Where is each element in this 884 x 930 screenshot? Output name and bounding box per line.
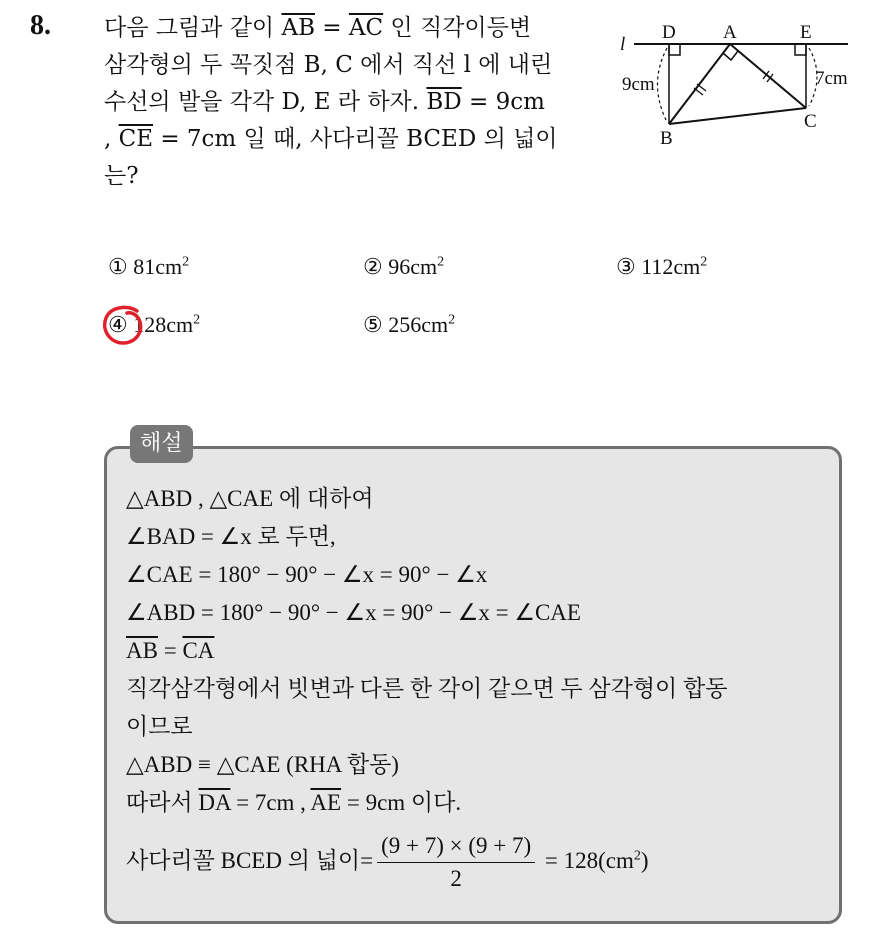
right-angle-e (795, 44, 806, 55)
final-result: = $128(cm^2)$ (539, 847, 649, 873)
question-line (104, 47, 604, 84)
segment-notation: $\overline{CA}$ (182, 638, 215, 663)
text-segment: , (104, 126, 119, 152)
text-segment: 수선의 발을 각각 D, E 라 하자. (104, 89, 427, 115)
solution-line (126, 746, 831, 784)
text-segment: ∠ABD = 180° − 90° − ∠x = 90° − ∠x = ∠CAE (126, 600, 581, 625)
choice-value: 96cm (388, 254, 438, 279)
segment-notation: $\overline{AC}$ (348, 15, 384, 41)
text-segment: 인 직각이등변 (383, 15, 532, 41)
text-segment: ∠BAD = ∠x 로 두면, (126, 524, 336, 549)
choice-symbol: ① (108, 254, 128, 279)
text-segment: = (157, 638, 183, 663)
choice-value: 128cm (133, 312, 194, 337)
question-line (104, 158, 604, 195)
segment-notation: $\overline{AB}$ (126, 638, 158, 663)
text-segment: 따라서 (126, 790, 199, 815)
tick-ab-1 (694, 88, 703, 95)
segment-notation: $\overline{AB}$ (281, 15, 315, 41)
choice-exponent: 2 (700, 254, 708, 270)
label-e: E (800, 22, 812, 43)
text-segment: = (314, 15, 349, 41)
text-segment: = 7cm 일 때, 사다리꼴 BCED 의 넓이 (153, 126, 558, 152)
segment-notation: $\overline{BD}$ (426, 89, 462, 115)
text-segment: 다음 그림과 같이 (104, 15, 282, 41)
question-line (104, 121, 604, 158)
choice-3[interactable] (616, 254, 707, 280)
solution-tab: 해설 (130, 425, 193, 463)
final-close-paren: ) (640, 847, 649, 873)
choice-symbol: ② (363, 254, 383, 279)
segment-notation: $\overline{DA}$ (198, 790, 231, 815)
choice-exponent: 2 (182, 254, 190, 270)
choice-value: 256cm (388, 312, 449, 337)
question-text (104, 10, 604, 195)
label-c: C (804, 111, 817, 132)
question-line (104, 84, 604, 121)
right-angle-d (669, 44, 680, 55)
geometry-diagram (612, 14, 862, 154)
choice-1[interactable] (108, 254, 189, 280)
question-number: 8. (30, 10, 51, 41)
solution-line (126, 784, 831, 822)
choice-value: 81cm (133, 254, 183, 279)
fraction-denominator: 2 (450, 866, 462, 891)
solution-line (126, 708, 831, 746)
right-angle-a (723, 51, 738, 60)
segment-ab (669, 44, 730, 124)
segment-notation: $\overline{CE}$ (118, 126, 154, 152)
choice-value: 112cm (641, 254, 701, 279)
tick-ab-2 (697, 84, 706, 91)
solution-line (126, 556, 831, 594)
solution-line (126, 670, 831, 708)
solution-body (126, 480, 831, 895)
choice-exponent: 2 (193, 312, 201, 328)
text-segment: ∠CAE = 180° − 90° − ∠x = 90° − ∠x (126, 562, 488, 587)
solution-line (126, 594, 831, 632)
text-segment: = 9cm 이다. (341, 790, 462, 815)
label-bd-length: 9cm (622, 74, 655, 95)
fraction-numerator: (9 + 7) × (9 + 7) (377, 830, 535, 863)
segment-bc (669, 108, 806, 124)
label-a: A (723, 22, 737, 43)
fraction (377, 830, 535, 895)
text-segment: 직각삼각형에서 빗변과 다른 한 각이 같으면 두 삼각형이 합동 (126, 676, 728, 701)
solution-line (126, 480, 831, 518)
solution-line (126, 632, 831, 670)
brace-bd (658, 48, 668, 122)
label-ce-length: 7cm (815, 68, 848, 89)
choice-5[interactable] (363, 312, 455, 338)
choice-symbol: ⑤ (363, 312, 383, 337)
text-segment: 삼각형의 두 꼭짓점 B, C 에서 직선 l 에 내린 (104, 52, 553, 78)
text-segment: = 7cm , (230, 790, 311, 815)
text-segment: △ABD , △CAE 에 대하여 (126, 486, 374, 511)
segment-notation: $\overline{AE}$ (310, 790, 342, 815)
question-line (104, 10, 604, 47)
text-segment: 는? (104, 163, 139, 189)
final-exponent: 2 (633, 848, 641, 864)
choice-symbol: ④ (108, 312, 128, 337)
label-d: D (662, 22, 676, 43)
choice-exponent: 2 (448, 312, 456, 328)
answer-circle-mark (101, 303, 149, 349)
text-segment: = 9cm (461, 89, 545, 115)
label-l: l (620, 34, 626, 55)
final-prefix: 사다리꼴 BCED 의 넓이= (126, 847, 374, 873)
label-b: B (660, 128, 673, 149)
choice-symbol: ③ (616, 254, 636, 279)
text-segment: 이므로 (126, 714, 193, 739)
solution-final-line (126, 830, 831, 895)
text-segment: △ABD ≡ △CAE (RHA 합동) (126, 752, 399, 777)
solution-line (126, 518, 831, 556)
choice-2[interactable] (363, 254, 444, 280)
choice-exponent: 2 (437, 254, 445, 270)
